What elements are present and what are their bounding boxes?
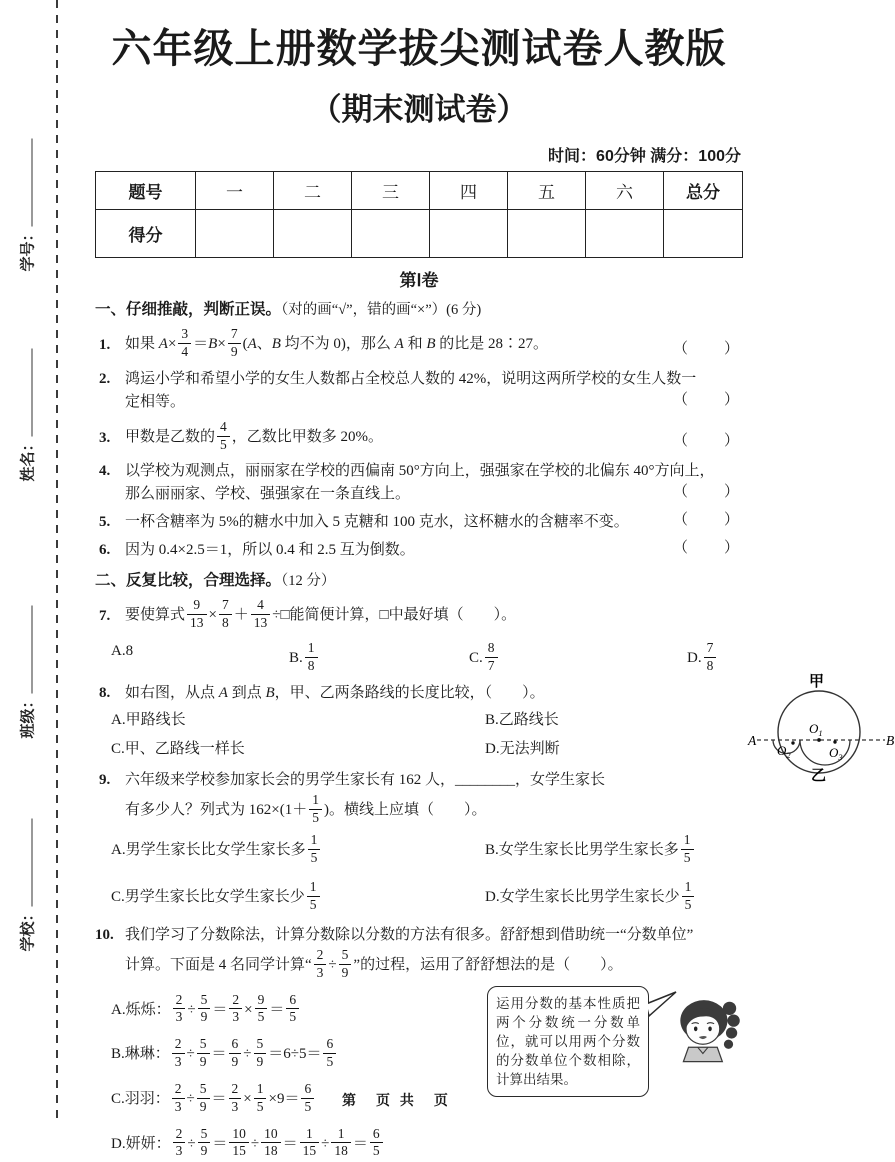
- student-id-field: [17, 138, 38, 271]
- diagram-label-jia: 甲: [809, 673, 825, 690]
- question-9-option-c: C.男学生家长比女学生家长少 $\frac{1}{5}$: [111, 879, 485, 916]
- section-2-heading: [95, 570, 743, 592]
- question-7-option-a: A.8: [111, 643, 134, 660]
- section-1-heading: [95, 299, 743, 321]
- question-7-text: 要使算式 $\frac{9}{13}$ × $\frac{7}{8}$ ＋ $\frac{4}{13}$ ÷□能简便计算，□中最好填（ ）。: [125, 597, 517, 631]
- school-label: 学校：: [19, 906, 37, 952]
- question-5-number: 5.: [99, 514, 111, 531]
- student-name-field: [17, 348, 38, 481]
- score-cell: [508, 210, 586, 258]
- school-field: [17, 818, 38, 951]
- student-name-label: 姓名：: [19, 436, 37, 482]
- page-footer: 第 页 共 页: [342, 1092, 451, 1108]
- question-10-option-c: C.羽羽： $\frac{2}{3}$ ÷ $\frac{5}{9}$ ＝ $\frac{2}{3}$ × $\frac{1}{5}$ ×9＝ $\frac{6}{5}$: [111, 1081, 743, 1118]
- score-table-cell-3: 三: [352, 172, 430, 210]
- seal-dashed-line: [56, 0, 58, 1122]
- question-1-answer-slot: （ ）: [672, 340, 741, 357]
- paper-body: [95, 26, 895, 1162]
- time-score-info: 时间：60分钟 满分：100分: [548, 148, 741, 165]
- volume-heading: 第Ⅰ卷: [399, 271, 439, 290]
- diagram-label-b: B: [886, 732, 895, 748]
- section-1-note: （对的画“√”，错的画“×”）(6 分): [281, 302, 482, 318]
- student-id-blank: [18, 138, 33, 226]
- diagram-label-o3: $O_3$: [829, 744, 843, 762]
- question-10-number: 10.: [95, 926, 114, 943]
- score-table: [95, 171, 743, 258]
- question-4-number: 4.: [99, 463, 111, 480]
- paper-subtitle: （期末测试卷）: [310, 92, 528, 127]
- school-blank: [18, 818, 33, 906]
- diagram-label-yi: 乙: [811, 767, 827, 784]
- question-1-text: 如果 A× $\frac{3}{4}$ ＝B× $\frac{7}{9}$ (A、B 均不为 0)，那么 A 和 B 的比是 28∶27。: [125, 326, 549, 359]
- question-3-number: 3.: [99, 429, 111, 446]
- diagram-label-o2: $O_2$: [777, 742, 791, 760]
- question-10-option-d: D.妍妍： $\frac{2}{3}$ ÷ $\frac{5}{9}$ ＝ $\frac{10}{15}$ ÷ $\frac{10}{18}$ ＝ $\frac{1}{15}$ ÷ $\frac{1}{18}$ ＝ $\frac{6}{5}$: [111, 1126, 743, 1162]
- question-7-option-c: C. $\frac{8}{7}$: [469, 640, 687, 677]
- score-cell: [196, 210, 274, 258]
- question-3-answer-slot: （ ）: [672, 433, 741, 450]
- question-8-option-d: D.无法判断: [485, 740, 560, 757]
- score-cell: [274, 210, 352, 258]
- question-9-number: 9.: [99, 771, 111, 788]
- question-10-option-b: B.琳琳： $\frac{2}{3}$ ÷ $\frac{5}{9}$ ＝ $\frac{6}{9}$ ÷ $\frac{5}{9}$ ＝6÷5＝ $\frac{6}{5}$: [111, 1036, 743, 1073]
- question-9-option-a: A.男学生家长比女学生家长多 $\frac{1}{5}$: [111, 832, 485, 869]
- girl-illustration: [671, 994, 745, 1076]
- question-4: [95, 460, 743, 506]
- question-2-text-line-1: 鸿运小学和希望小学的女生人数都占全校总人数的 42%，说明这两所学校的女生人数一: [125, 370, 697, 387]
- question-3-text: 甲数是乙数的 $\frac{4}{5}$ ，乙数比甲数多 20%。: [125, 418, 384, 452]
- question-6: [95, 539, 743, 562]
- center-o3-dot: [833, 740, 836, 743]
- question-6-number: 6.: [99, 542, 111, 559]
- question-2: [95, 368, 743, 414]
- class-label: 班级：: [19, 693, 37, 739]
- question-8-text: 如右图，从点 A 到点 B，甲、乙两条路线的长度比较，（ ）。: [125, 684, 545, 701]
- score-table-cell-6: 六: [586, 172, 664, 210]
- question-1-number: 1.: [99, 337, 111, 353]
- hint-speech-bubble: 运用分数的基本性质把两个分数统一分数单位，就可以用两个分数的分数单位个数相除，计算出结果。: [487, 986, 649, 1097]
- question-10-text-line-1: 我们学习了分数除法，计算分数除以分数的方法有很多。舒舒想到借助统一“分数单位”: [125, 926, 694, 943]
- question-6-answer-slot: （ ）: [672, 540, 741, 557]
- score-row-label: 得分: [96, 210, 196, 258]
- score-table-cell-4: 四: [430, 172, 508, 210]
- question-4-text-line-1: 以学校为观测点，丽丽家在学校的西偏南 50°方向上，强强家在学校的北偏东 40°方向上，: [125, 463, 715, 480]
- score-cell: [664, 210, 743, 258]
- question-8-option-b: B.乙路线长: [485, 711, 559, 728]
- score-table-cell-1: 一: [196, 172, 274, 210]
- class-field: [17, 605, 38, 738]
- student-id-label: 学号：: [19, 226, 37, 272]
- question-8-option-c: C.甲、乙路线一样长: [111, 740, 245, 757]
- question-1: [95, 326, 743, 363]
- question-8-option-a: A.甲路线长: [111, 711, 186, 728]
- score-cell: [352, 210, 430, 258]
- student-name-blank: [18, 348, 33, 436]
- score-table-cell-total: 总分: [664, 172, 743, 210]
- question-10-text-line-2: 计算。下面是 4 名同学计算“ $\frac{2}{3}$ ÷ $\frac{5}{9}$ ”的过程，运用了舒舒想法的是（ ）。: [125, 946, 623, 980]
- question-9: [95, 769, 743, 916]
- question-5: [95, 511, 743, 534]
- score-cell: [430, 210, 508, 258]
- question-9-text-line-1: 六年级来学校参加家长会的男学生家长有 162 人，________，女学生家长: [125, 771, 606, 788]
- diagram-label-o1: $O_1$: [809, 720, 823, 738]
- section-2-title: 二、反复比较，合理选择。: [95, 572, 282, 590]
- question-8-number: 8.: [99, 684, 111, 701]
- question-2-text-line-2: 定相等。: [125, 393, 186, 410]
- question-5-answer-slot: （ ）: [672, 512, 741, 529]
- question-7: [95, 597, 743, 676]
- section-2-note: （12 分）: [281, 573, 336, 590]
- question-8-options: [111, 709, 593, 761]
- question-10-option-a: A.烁烁： $\frac{2}{3}$ ÷ $\frac{5}{9}$ ＝ $\frac{2}{3}$ × $\frac{9}{5}$ ＝ $\frac{6}{5}$: [111, 992, 743, 1029]
- routes-circle-diagram: [747, 670, 895, 808]
- question-7-number: 7.: [99, 608, 111, 625]
- question-4-text-line-2: 那么丽丽家、学校、强强家在一条直线上。: [125, 486, 411, 503]
- question-7-option-d: D. $\frac{7}{8}$: [687, 640, 743, 677]
- center-o1-dot: [817, 738, 821, 742]
- question-7-options: [111, 640, 743, 677]
- score-table-cell-label: 题号: [96, 172, 196, 210]
- score-cell: [586, 210, 664, 258]
- question-9-text-line-2: 有多少人？列式为 162×(1＋ $\frac{1}{5}$ )。横线上应填（ ）。: [125, 791, 487, 825]
- question-2-number: 2.: [99, 370, 111, 387]
- question-9-option-d: D.女学生家长比男学生家长少 $\frac{1}{5}$: [485, 879, 743, 916]
- score-table-cell-2: 二: [274, 172, 352, 210]
- question-10: [95, 924, 743, 1162]
- question-3: [95, 419, 743, 456]
- question-9-options: [111, 832, 743, 915]
- question-6-text: 因为 0.4×2.5＝1，所以 0.4 和 2.5 互为倒数。: [125, 542, 415, 559]
- question-2-answer-slot: （ ）: [672, 391, 741, 408]
- question-7-option-b: B. $\frac{1}{8}$: [289, 640, 469, 677]
- class-blank: [18, 605, 33, 693]
- question-4-answer-slot: （ ）: [672, 484, 741, 501]
- score-table-cell-5: 五: [508, 172, 586, 210]
- diagram-label-a: A: [748, 732, 757, 748]
- section-1-title: 一、仔细推敲，判断正误。: [95, 301, 282, 318]
- score-table-header-row: [96, 172, 743, 210]
- question-5-text: 一杯含糖率为 5%的糖水中加入 5 克糖和 100 克水，这杯糖水的含糖率不变。: [125, 514, 629, 531]
- center-o2-dot: [791, 741, 794, 744]
- score-table-score-row: [96, 210, 743, 258]
- question-9-option-b: B.女学生家长比男学生家长多 $\frac{1}{5}$: [485, 832, 743, 869]
- paper-title: 六年级上册数学拔尖测试卷人教版: [111, 27, 727, 71]
